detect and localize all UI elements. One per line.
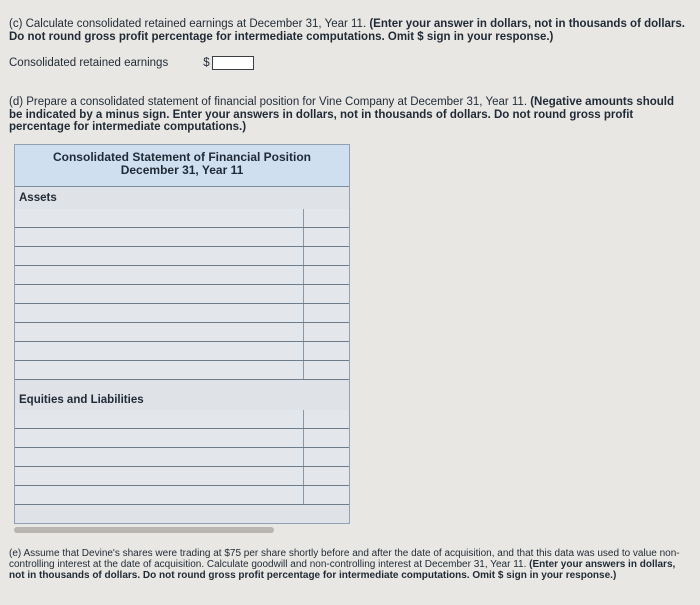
currency-symbol: $ xyxy=(203,57,210,69)
equity-description-cell[interactable] xyxy=(15,429,304,447)
asset-description-cell[interactable] xyxy=(15,228,304,246)
asset-row xyxy=(15,247,349,266)
equity-description-cell[interactable] xyxy=(15,467,304,485)
part-c-question xyxy=(9,18,689,43)
asset-description-cell[interactable] xyxy=(15,342,304,360)
equity-rows xyxy=(15,410,349,505)
asset-description-cell[interactable] xyxy=(15,361,304,379)
equity-row xyxy=(15,410,349,429)
retained-earnings-input[interactable] xyxy=(212,56,254,70)
equity-amount-cell[interactable] xyxy=(304,410,349,428)
asset-rows xyxy=(15,209,349,380)
asset-description-cell[interactable] xyxy=(15,323,304,341)
statement-date: December 31, Year 11 xyxy=(120,163,244,177)
asset-description-cell[interactable] xyxy=(15,304,304,322)
part-e-intro: (e) Assume that Devine's shares were trading at $75 per share shortly before and after the date of acquisition, and that this data was used to value non-controlling interest at the date of acquisition. Calculate goodwill and non-controlling interest at December 31, Year 11. xyxy=(9,548,680,570)
equity-row xyxy=(15,467,349,486)
equity-description-cell[interactable] xyxy=(15,448,304,466)
asset-amount-cell[interactable] xyxy=(304,228,349,246)
asset-row xyxy=(15,285,349,304)
part-c-intro: (c) Calculate consolidated retained earnings at December 31, Year 11. xyxy=(9,18,370,30)
asset-amount-cell[interactable] xyxy=(304,323,349,341)
asset-row xyxy=(15,228,349,247)
asset-amount-cell[interactable] xyxy=(304,285,349,303)
asset-amount-cell[interactable] xyxy=(304,247,349,265)
asset-row xyxy=(15,304,349,323)
asset-description-cell[interactable] xyxy=(15,209,304,227)
part-e-instruction: (Enter your answers in dollars, not in thousands of dollars. Do not round gross profit percentage for intermediate computations. Omit $ sign in your response.) xyxy=(9,559,676,581)
asset-amount-cell[interactable] xyxy=(304,361,349,379)
equity-description-cell[interactable] xyxy=(15,486,304,504)
asset-row xyxy=(15,209,349,228)
equity-amount-cell[interactable] xyxy=(304,467,349,485)
asset-row xyxy=(15,361,349,380)
asset-row xyxy=(15,323,349,342)
asset-amount-cell[interactable] xyxy=(304,266,349,284)
retained-earnings-label: Consolidated retained earnings xyxy=(9,57,169,69)
assets-section-label: Assets xyxy=(19,192,57,204)
part-c-instruction: (Enter your answer in dollars, not in thousands of dollars. Do not round gross profit percentage for intermediate computations. Omit $ sign in your response.) xyxy=(9,18,685,43)
part-e-question xyxy=(9,548,689,581)
equity-description-cell[interactable] xyxy=(15,410,304,428)
asset-row xyxy=(15,266,349,285)
part-d-question xyxy=(9,96,689,134)
asset-description-cell[interactable] xyxy=(15,266,304,284)
statement-title: Consolidated Statement of Financial Position xyxy=(52,150,312,164)
equity-amount-cell[interactable] xyxy=(304,486,349,504)
asset-description-cell[interactable] xyxy=(15,285,304,303)
equity-amount-cell[interactable] xyxy=(304,429,349,447)
statement-header xyxy=(15,145,349,187)
asset-amount-cell[interactable] xyxy=(304,209,349,227)
part-d-intro: (d) Prepare a consolidated statement of financial position for Vine Company at December 31, Year 11. xyxy=(9,96,531,108)
equity-row xyxy=(15,429,349,448)
financial-position-statement xyxy=(14,144,350,524)
part-d-instruction: (Negative amounts should be indicated by a minus sign. Enter your answers in dollars, not in thousands of dollars. Do not round gross profit percentage for intermediate computations.) xyxy=(9,96,674,133)
asset-row xyxy=(15,342,349,361)
retained-earnings-row xyxy=(9,56,254,70)
equities-section-label: Equities and Liabilities xyxy=(19,394,144,406)
asset-amount-cell[interactable] xyxy=(304,342,349,360)
asset-description-cell[interactable] xyxy=(15,247,304,265)
equity-row xyxy=(15,486,349,505)
equity-row xyxy=(15,448,349,467)
horizontal-scrollbar[interactable] xyxy=(14,527,274,533)
asset-amount-cell[interactable] xyxy=(304,304,349,322)
equity-amount-cell[interactable] xyxy=(304,448,349,466)
